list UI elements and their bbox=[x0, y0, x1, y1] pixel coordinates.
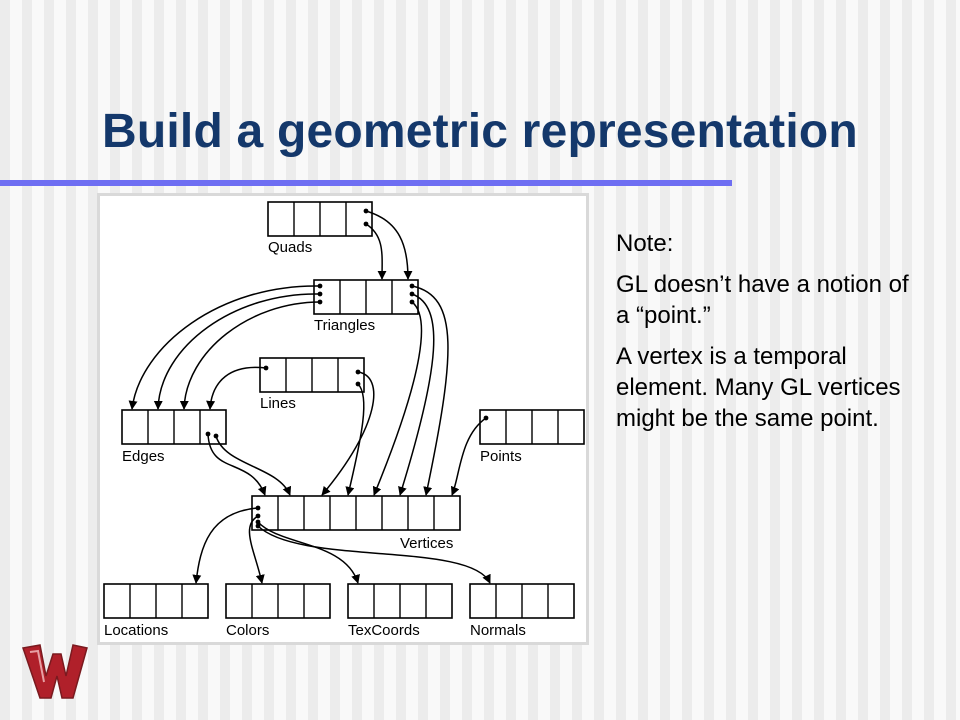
texcoords-label: TexCoords bbox=[348, 622, 420, 639]
locations-label: Locations bbox=[104, 622, 169, 639]
points-label: Points bbox=[480, 448, 522, 465]
arrow-vertices-locations bbox=[196, 508, 258, 583]
vertex-note: A vertex is a temporal element. Many GL vertices might be the same point. bbox=[616, 343, 901, 432]
arrow-triangles-edges-3 bbox=[184, 302, 320, 409]
edges-label: Edges bbox=[122, 448, 165, 465]
point-note: GL doesn’t have a notion of a “point.” bbox=[616, 271, 909, 329]
triangles-label: Triangles bbox=[314, 317, 376, 334]
geometry-diagram bbox=[100, 196, 586, 642]
edges-array bbox=[122, 410, 226, 444]
arrow-triangles-vertices-3 bbox=[374, 302, 421, 495]
slide-title: Build a geometric representation bbox=[102, 105, 858, 158]
texcoords-array bbox=[348, 584, 452, 618]
diagram-canvas bbox=[100, 196, 586, 642]
points-array bbox=[480, 410, 584, 444]
arrow-triangles-vertices-2 bbox=[400, 294, 434, 495]
vertices-label: Vertices bbox=[400, 535, 454, 552]
arrow-vertices-normals bbox=[258, 526, 490, 583]
arrow-lines-edges bbox=[210, 367, 266, 409]
lines-array bbox=[260, 358, 364, 392]
vertices-array bbox=[252, 496, 460, 530]
normals-label: Normals bbox=[470, 622, 526, 639]
lines-label: Lines bbox=[260, 395, 296, 412]
colors-label: Colors bbox=[226, 622, 270, 639]
colors-array bbox=[226, 584, 330, 618]
triangles-array bbox=[314, 280, 418, 314]
university-w-logo-icon bbox=[20, 636, 90, 706]
notes-panel bbox=[616, 228, 916, 444]
quads-array bbox=[268, 202, 372, 236]
arrow-vertices-texcoords bbox=[258, 522, 358, 583]
arrow-lines-vertices-2 bbox=[348, 384, 364, 495]
title-underline bbox=[0, 180, 732, 186]
quads-label: Quads bbox=[268, 239, 313, 256]
arrow-triangles-vertices-1 bbox=[412, 286, 448, 495]
normals-array bbox=[470, 584, 574, 618]
arrow-edges-vertices-2 bbox=[216, 436, 290, 495]
locations-array bbox=[104, 584, 208, 618]
notes-heading: Note: bbox=[616, 230, 674, 257]
